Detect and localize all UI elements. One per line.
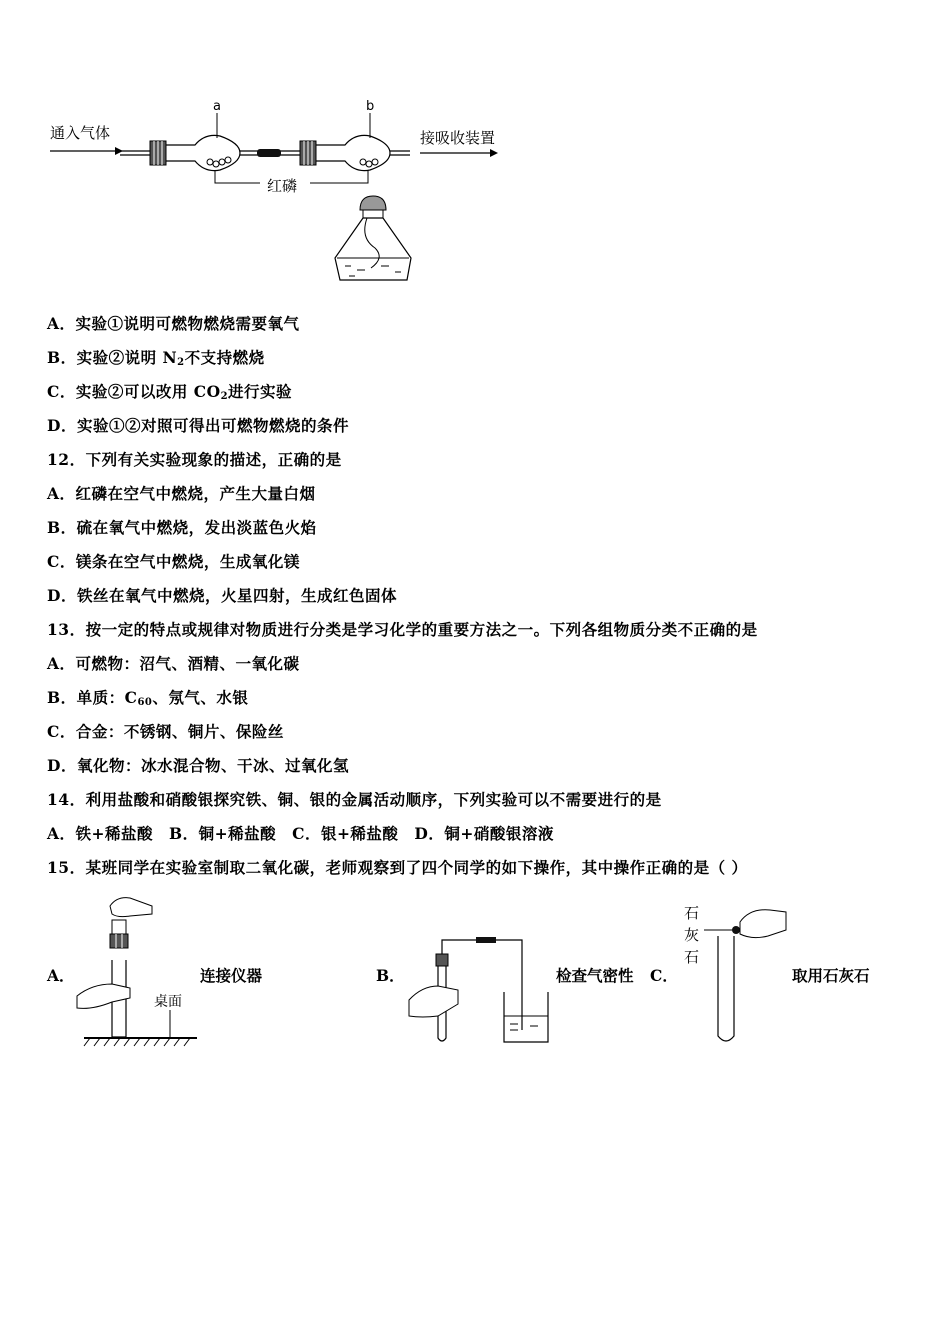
q14-options: A．铁+稀盐酸 B．铜+稀盐酸 C．银+稀盐酸 D．铜+硝酸银溶液 xyxy=(47,824,554,843)
q15-option-a-letter: A． xyxy=(47,966,75,985)
q15-option-c-letter: C． xyxy=(650,966,678,985)
q13-option-a: A．可燃物：沼气、酒精、一氧化碳 xyxy=(47,654,300,673)
q11-option-b: B．实验②说明 $N_2$不支持燃烧 xyxy=(47,348,265,368)
q13-stem: 13．按一定的特点或规律对物质进行分类是学习化学的重要方法之一。下列各组物质分类不正确的是 xyxy=(47,620,758,639)
q12-option-a: A．红磷在空气中燃烧，产生大量白烟 xyxy=(47,484,316,503)
q12-option-c: C．镁条在空气中燃烧，生成氧化镁 xyxy=(47,552,300,571)
q14-stem: 14．利用盐酸和硝酸银探究铁、铜、银的金属活动顺序，下列实验可以不需要进行的是 xyxy=(47,790,662,809)
red-phosphorus-label: 红磷 xyxy=(267,177,298,195)
q13-option-c: C．合金：不锈钢、铜片、保险丝 xyxy=(47,722,284,741)
desk-label: 桌面 xyxy=(154,994,182,1010)
combustion-apparatus-figure xyxy=(45,98,525,288)
q15-stem: 15．某班同学在实验室制取二氧化碳，老师观察到了四个同学的如下操作，其中操作正确的是（ ） xyxy=(47,858,748,877)
limestone-label-2: 灰 xyxy=(684,926,700,944)
q11-option-d: D．实验①②对照可得出可燃物燃烧的条件 xyxy=(47,416,349,435)
tube-a-label: a xyxy=(213,99,221,114)
connect-apparatus-figure xyxy=(72,892,202,1047)
q12-option-b: B．硫在氧气中燃烧，发出淡蓝色火焰 xyxy=(47,518,317,537)
q15-option-a-caption: 连接仪器 xyxy=(200,966,263,985)
take-limestone-figure xyxy=(680,900,790,1050)
airtightness-check-figure xyxy=(404,920,554,1048)
to-absorber-label: 接吸收装置 xyxy=(420,129,496,147)
limestone-label-3: 石 xyxy=(684,948,700,966)
q15-option-b-caption: 检查气密性 xyxy=(556,966,634,985)
gas-in-label: 通入气体 xyxy=(50,124,111,142)
q13-option-b: B．单质：$C_{60}$、氖气、水银 xyxy=(47,688,249,708)
q15-option-b-letter: B． xyxy=(376,966,405,985)
q12-option-d: D．铁丝在氧气中燃烧，火星四射，生成红色固体 xyxy=(47,586,397,605)
limestone-label-1: 石 xyxy=(684,904,700,922)
tube-b-label: b xyxy=(366,99,375,114)
q11-option-c: C．实验②可以改用 $CO_2$进行实验 xyxy=(47,382,293,402)
q11-option-a: A．实验①说明可燃物燃烧需要氧气 xyxy=(47,314,300,333)
q12-stem: 12．下列有关实验现象的描述，正确的是 xyxy=(47,450,342,469)
q15-option-c-caption: 取用石灰石 xyxy=(792,966,870,985)
q13-option-d: D．氧化物：冰水混合物、干冰、过氧化氢 xyxy=(47,756,349,775)
